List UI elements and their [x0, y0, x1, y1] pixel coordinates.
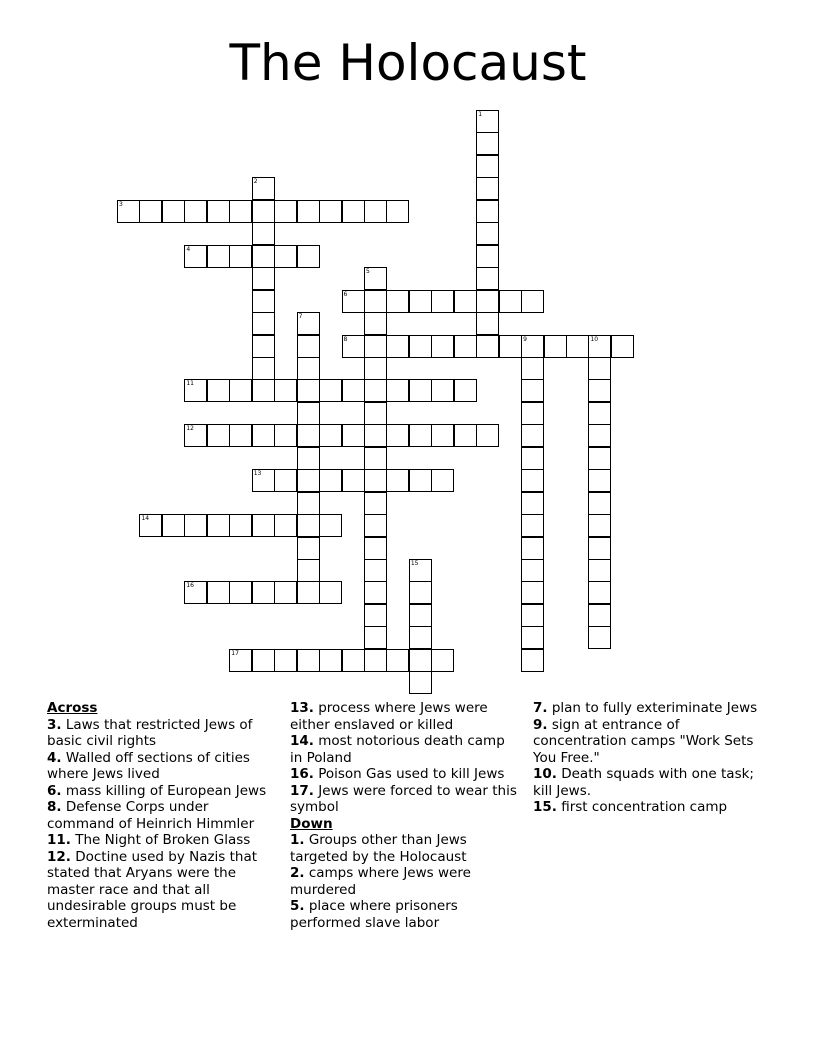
grid-cell[interactable] — [521, 537, 544, 560]
grid-cell[interactable] — [588, 447, 611, 470]
clue-number: 4. — [47, 749, 62, 766]
grid-cell[interactable] — [611, 335, 634, 358]
grid-cell[interactable] — [454, 290, 477, 313]
grid-cell[interactable] — [476, 222, 499, 245]
grid-cell[interactable] — [364, 290, 387, 313]
grid-cell[interactable] — [229, 245, 252, 268]
clue-number: 1. — [290, 832, 305, 848]
grid-cell[interactable] — [297, 537, 320, 560]
grid-cell[interactable] — [252, 335, 275, 358]
clue-text: camps where Jews were murdered — [290, 865, 471, 898]
grid-cell[interactable] — [297, 559, 320, 582]
grid-cell[interactable] — [297, 649, 320, 672]
clue-across — [47, 832, 277, 849]
grid-cell[interactable] — [252, 581, 275, 604]
clue-down — [290, 898, 520, 931]
grid-cell[interactable] — [364, 492, 387, 515]
clue-number: 8. — [47, 799, 62, 815]
grid-cell[interactable] — [409, 290, 432, 313]
grid-cell[interactable] — [521, 559, 544, 582]
cell-number: 14 — [141, 515, 150, 523]
clue-down — [533, 700, 773, 717]
grid-cell[interactable] — [252, 424, 275, 447]
clue-across — [290, 766, 520, 783]
grid-cell[interactable] — [409, 581, 432, 604]
clue-across — [290, 783, 520, 816]
grid-cell[interactable] — [431, 335, 454, 358]
grid-cell[interactable] — [476, 177, 499, 200]
clue-text: mass killing of European Jews — [65, 782, 267, 799]
grid-cell[interactable] — [588, 492, 611, 515]
grid-cell[interactable] — [409, 649, 432, 672]
grid-cell[interactable] — [319, 514, 342, 537]
grid-cell[interactable] — [342, 335, 365, 358]
clue-number: 13. — [290, 700, 314, 716]
grid-cell[interactable] — [117, 200, 140, 223]
grid-cell[interactable] — [364, 604, 387, 627]
clue-number: 9. — [533, 716, 548, 733]
clue-text: sign at entrance of concentration camps "Work Sets You Free." — [533, 716, 754, 766]
clue-down — [533, 717, 773, 767]
grid-cell[interactable] — [588, 357, 611, 380]
grid-cell[interactable] — [297, 581, 320, 604]
grid-cell[interactable] — [162, 200, 185, 223]
clue-text: Laws that restricted Jews of basic civil rights — [47, 716, 253, 749]
grid-cell[interactable] — [476, 424, 499, 447]
grid-cell[interactable] — [319, 200, 342, 223]
grid-cell[interactable] — [588, 335, 611, 358]
grid-cell[interactable] — [364, 626, 387, 649]
grid-cell[interactable] — [588, 626, 611, 649]
grid-cell[interactable] — [364, 447, 387, 470]
cell-number: 15 — [410, 560, 419, 567]
grid-cell[interactable] — [588, 537, 611, 560]
grid-cell[interactable] — [364, 402, 387, 425]
grid-cell[interactable] — [521, 424, 544, 447]
grid-cell[interactable] — [364, 469, 387, 492]
cell-number: 17 — [231, 649, 239, 657]
grid-cell[interactable] — [364, 335, 387, 358]
grid-cell[interactable] — [476, 132, 499, 155]
cell-number: 4 — [186, 245, 191, 253]
grid-cell[interactable] — [544, 335, 567, 358]
cell-number: 16 — [186, 582, 194, 590]
clue-down — [290, 832, 520, 865]
grid-cell[interactable] — [409, 671, 432, 694]
clue-text: most notorious death camp in Poland — [290, 733, 505, 766]
grid-cell[interactable] — [229, 200, 252, 223]
cell-number: 2 — [253, 178, 258, 186]
grid-cell[interactable] — [454, 424, 477, 447]
grid-cell[interactable] — [342, 424, 365, 447]
grid-cell[interactable] — [342, 290, 365, 313]
across-heading: Across — [47, 700, 98, 716]
grid-cell[interactable] — [297, 424, 320, 447]
grid-cell[interactable] — [521, 626, 544, 649]
grid-cell[interactable] — [229, 424, 252, 447]
clue-number: 17. — [290, 782, 314, 799]
grid-cell[interactable] — [364, 357, 387, 380]
grid-cell[interactable] — [364, 514, 387, 537]
clue-across — [290, 700, 520, 733]
grid-cell[interactable] — [252, 357, 275, 380]
grid-cell[interactable] — [274, 424, 297, 447]
grid-cell[interactable] — [207, 379, 230, 402]
grid-cell[interactable] — [454, 379, 477, 402]
grid-cell[interactable] — [476, 312, 499, 335]
clue-number: 12. — [47, 848, 71, 865]
grid-cell[interactable] — [319, 581, 342, 604]
grid-cell[interactable] — [476, 267, 499, 290]
grid-cell[interactable] — [588, 514, 611, 537]
clue-column-2 — [290, 700, 520, 931]
grid-cell[interactable] — [521, 290, 544, 313]
grid-cell[interactable] — [386, 469, 409, 492]
grid-cell[interactable] — [184, 424, 207, 447]
cell-number: 13 — [253, 470, 262, 478]
grid-cell[interactable] — [297, 357, 320, 380]
cell-number: 11 — [186, 380, 194, 388]
grid-cell[interactable] — [297, 379, 320, 402]
cell-number: 12 — [186, 425, 194, 433]
grid-cell[interactable] — [252, 177, 275, 200]
cell-number: 1 — [478, 111, 483, 118]
grid-cell[interactable] — [588, 379, 611, 402]
clue-text: plan to fully exteriminate Jews — [551, 700, 758, 716]
grid-cell[interactable] — [252, 469, 275, 492]
grid-cell[interactable] — [229, 514, 252, 537]
grid-cell[interactable] — [297, 447, 320, 470]
down-heading: Down — [290, 815, 333, 832]
grid-cell[interactable] — [521, 379, 544, 402]
grid-cell[interactable] — [207, 581, 230, 604]
grid-cell[interactable] — [521, 581, 544, 604]
grid-cell[interactable] — [319, 379, 342, 402]
grid-cell[interactable] — [431, 469, 454, 492]
grid-cell[interactable] — [588, 402, 611, 425]
grid-cell[interactable] — [364, 649, 387, 672]
clue-across — [290, 733, 520, 766]
grid-cell[interactable] — [252, 222, 275, 245]
grid-cell[interactable] — [207, 245, 230, 268]
clue-down — [533, 799, 773, 816]
clue-down — [290, 865, 520, 898]
grid-cell[interactable] — [386, 200, 409, 223]
grid-cell[interactable] — [386, 290, 409, 313]
grid-cell[interactable] — [386, 649, 409, 672]
grid-cell[interactable] — [252, 245, 275, 268]
grid-cell[interactable] — [274, 469, 297, 492]
grid-cell[interactable] — [184, 581, 207, 604]
grid-cell[interactable] — [297, 245, 320, 268]
clue-across — [47, 750, 277, 783]
grid-cell[interactable] — [252, 200, 275, 223]
clue-column-1 — [47, 700, 277, 931]
grid-cell[interactable] — [297, 514, 320, 537]
grid-cell[interactable] — [521, 357, 544, 380]
grid-cell[interactable] — [274, 379, 297, 402]
grid-cell[interactable] — [184, 514, 207, 537]
clue-number: 7. — [533, 700, 548, 716]
grid-cell[interactable] — [364, 267, 387, 290]
clue-column-3 — [533, 700, 773, 816]
grid-cell[interactable] — [409, 379, 432, 402]
grid-cell[interactable] — [364, 379, 387, 402]
clue-text: Death squads with one task; kill Jews. — [533, 766, 754, 799]
grid-cell[interactable] — [252, 290, 275, 313]
clue-number: 14. — [290, 733, 314, 749]
grid-cell[interactable] — [139, 200, 162, 223]
grid-cell[interactable] — [431, 290, 454, 313]
clue-across — [47, 717, 277, 750]
clue-text: Doctine used by Nazis that stated that Aryans were the master race and that all undesirable groups must be exterminated — [47, 848, 258, 931]
clue-text: Poison Gas used to kill Jews — [318, 766, 505, 782]
clue-number: 16. — [290, 766, 314, 782]
grid-cell[interactable] — [566, 335, 589, 358]
grid-cell[interactable] — [476, 290, 499, 313]
grid-cell[interactable] — [364, 537, 387, 560]
grid-cell[interactable] — [207, 424, 230, 447]
clue-text: first concentration camp — [561, 799, 728, 815]
cell-number: 7 — [298, 313, 303, 321]
grid-cell[interactable] — [319, 649, 342, 672]
grid-cell[interactable] — [521, 649, 544, 672]
grid-cell[interactable] — [476, 245, 499, 268]
grid-cell[interactable] — [409, 604, 432, 627]
grid-cell[interactable] — [499, 335, 522, 358]
grid-cell[interactable] — [521, 604, 544, 627]
grid-cell[interactable] — [364, 312, 387, 335]
page-title: The Holocaust — [229, 34, 587, 92]
grid-cell[interactable] — [409, 469, 432, 492]
grid-cell[interactable] — [252, 514, 275, 537]
grid-cell[interactable] — [521, 492, 544, 515]
grid-cell[interactable] — [476, 155, 499, 178]
grid-cell[interactable] — [409, 559, 432, 582]
clue-text: process where Jews were either enslaved or killed — [290, 700, 488, 733]
grid-cell[interactable] — [342, 469, 365, 492]
clue-text: The Night of Broken Glass — [75, 832, 251, 848]
grid-cell[interactable] — [386, 379, 409, 402]
grid-cell[interactable] — [454, 335, 477, 358]
grid-cell[interactable] — [364, 200, 387, 223]
clue-text: Jews were forced to wear this symbol — [290, 782, 517, 815]
clue-text: Walled off sections of cities where Jews lived — [47, 749, 250, 782]
grid-cell[interactable] — [342, 200, 365, 223]
grid-cell[interactable] — [252, 312, 275, 335]
grid-cell[interactable] — [476, 110, 499, 133]
clue-across — [47, 849, 277, 932]
grid-cell[interactable] — [297, 492, 320, 515]
grid-cell[interactable] — [297, 335, 320, 358]
cell-number: 3 — [119, 200, 123, 208]
grid-cell[interactable] — [364, 581, 387, 604]
clue-across — [47, 799, 277, 832]
grid-cell[interactable] — [274, 200, 297, 223]
clue-text: Groups other than Jews targeted by the Holocaust — [290, 832, 467, 865]
clue-down — [533, 766, 773, 799]
grid-cell[interactable] — [229, 581, 252, 604]
clue-number: 10. — [533, 766, 557, 782]
grid-cell[interactable] — [386, 424, 409, 447]
grid-cell[interactable] — [409, 335, 432, 358]
grid-cell[interactable] — [184, 379, 207, 402]
grid-cell[interactable] — [342, 649, 365, 672]
grid-cell[interactable] — [207, 514, 230, 537]
grid-cell[interactable] — [588, 469, 611, 492]
grid-cell[interactable] — [476, 335, 499, 358]
grid-cell[interactable] — [521, 402, 544, 425]
grid-cell[interactable] — [297, 402, 320, 425]
grid-cell[interactable] — [274, 581, 297, 604]
grid-cell[interactable] — [588, 581, 611, 604]
grid-cell[interactable] — [274, 245, 297, 268]
grid-cell[interactable] — [184, 200, 207, 223]
grid-cell[interactable] — [476, 200, 499, 223]
cell-number: 8 — [343, 335, 348, 343]
grid-cell[interactable] — [342, 379, 365, 402]
grid-cell[interactable] — [184, 245, 207, 268]
grid-cell[interactable] — [588, 559, 611, 582]
cell-number: 10 — [590, 335, 599, 343]
grid-cell[interactable] — [207, 200, 230, 223]
grid-cell[interactable] — [521, 447, 544, 470]
grid-cell[interactable] — [319, 424, 342, 447]
grid-cell[interactable] — [431, 424, 454, 447]
clue-number: 6. — [47, 782, 62, 799]
clue-number: 2. — [290, 865, 305, 881]
grid-cell[interactable] — [588, 424, 611, 447]
grid-cell[interactable] — [386, 335, 409, 358]
clue-number: 11. — [47, 832, 71, 848]
grid-cell[interactable] — [297, 312, 320, 335]
clue-across — [47, 783, 277, 800]
cell-number: 6 — [343, 290, 348, 298]
clue-number: 5. — [290, 898, 305, 914]
clue-number: 3. — [47, 716, 62, 733]
grid-cell[interactable] — [521, 335, 544, 358]
grid-cell[interactable] — [139, 514, 162, 537]
grid-cell[interactable] — [588, 604, 611, 627]
clue-text: Defense Corps under command of Heinrich Himmler — [47, 799, 255, 832]
grid-cell[interactable] — [229, 379, 252, 402]
grid-cell[interactable] — [252, 379, 275, 402]
grid-cell[interactable] — [409, 424, 432, 447]
grid-cell[interactable] — [364, 424, 387, 447]
grid-cell[interactable] — [319, 469, 342, 492]
cell-number: 9 — [523, 335, 527, 343]
grid-cell[interactable] — [499, 290, 522, 313]
grid-cell[interactable] — [229, 649, 252, 672]
grid-cell[interactable] — [409, 626, 432, 649]
cell-number: 5 — [365, 268, 370, 276]
grid-cell[interactable] — [431, 379, 454, 402]
grid-cell[interactable] — [297, 469, 320, 492]
grid-cell[interactable] — [162, 514, 185, 537]
grid-cell[interactable] — [252, 267, 275, 290]
clue-text: place where prisoners performed slave labor — [290, 898, 458, 931]
grid-cell[interactable] — [252, 649, 275, 672]
grid-cell[interactable] — [274, 649, 297, 672]
grid-cell[interactable] — [297, 200, 320, 223]
clue-number: 15. — [533, 799, 557, 815]
grid-cell[interactable] — [274, 514, 297, 537]
grid-cell[interactable] — [521, 469, 544, 492]
grid-cell[interactable] — [521, 514, 544, 537]
grid-cell[interactable] — [364, 559, 387, 582]
grid-cell[interactable] — [431, 649, 454, 672]
